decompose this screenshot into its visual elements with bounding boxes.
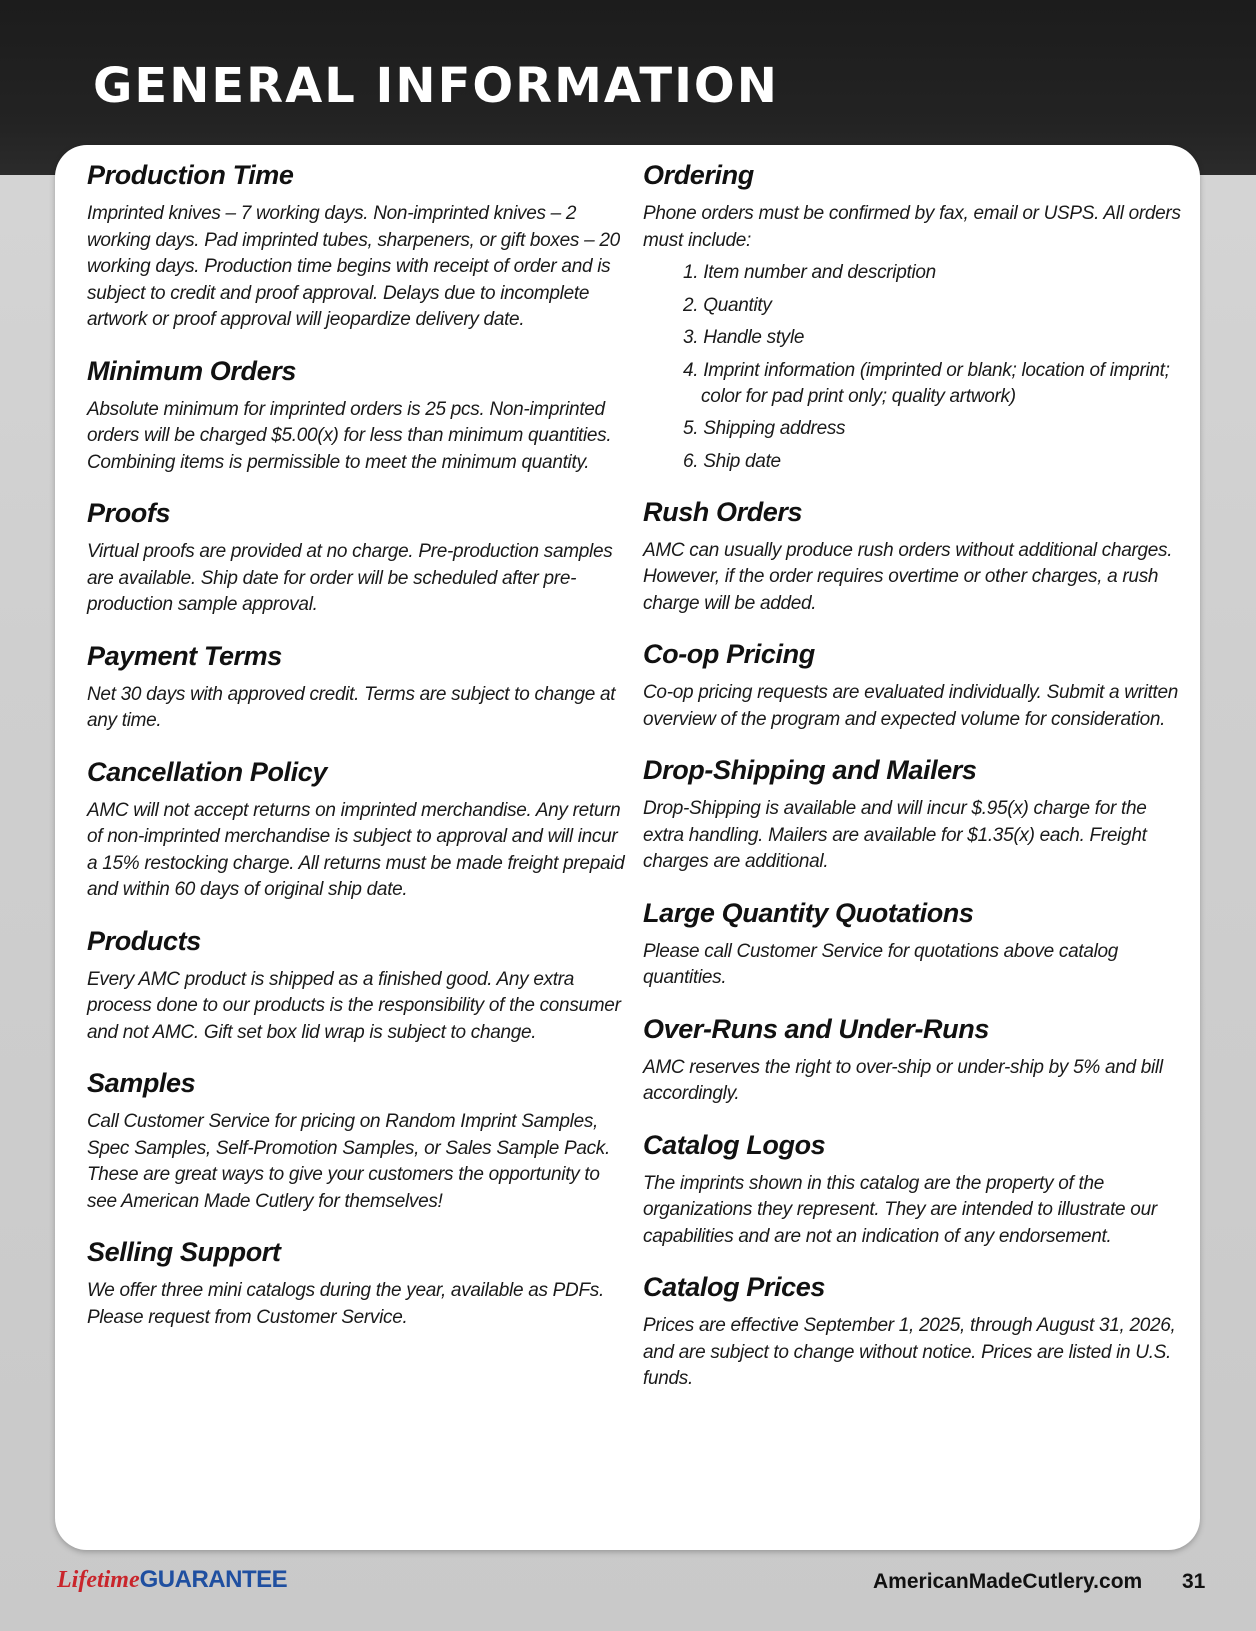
section-large-quantity: [643, 898, 1183, 992]
section-heading: Products: [87, 925, 201, 956]
section-minimum-orders: [87, 356, 632, 477]
section-drop-shipping: [643, 755, 1183, 876]
brand-lifetime-text: Lifetime: [57, 1567, 140, 1593]
section-catalog-logos: [643, 1130, 1183, 1251]
section-ordering: [643, 160, 1183, 475]
section-payment-terms: [87, 641, 632, 735]
left-column: [87, 160, 632, 1353]
section-catalog-prices: [643, 1272, 1183, 1393]
section-text: AMC will not accept returns on imprinted merchandise. Any return of non-imprinted merchandise is subject to approval and will incur a 15% restocking charge. All returns must be made freight prepaid and within 60 days of original ship date.: [87, 799, 625, 901]
order-requirements-list: [643, 260, 1183, 475]
page-title: GENERAL INFORMATION: [93, 58, 779, 114]
section-text: The imprints shown in this catalog are the property of the organizations they represent. They are intended to illustrate our capabilities and are not an indication of any endorsement.: [643, 1172, 1157, 1247]
section-cancellation-policy: [87, 757, 632, 904]
section-text: Please call Customer Service for quotations above catalog quantities.: [643, 940, 1119, 989]
list-item: 1. Item number and description: [683, 262, 936, 284]
section-heading: Samples: [87, 1068, 196, 1099]
section-coop-pricing: [643, 639, 1183, 733]
section-text: Absolute minimum for imprinted orders is 25 pcs. Non-imprinted orders will be charged $5.00(x) for less than minimum quantities. Combining items is permissible to meet the minimum quantity.: [87, 398, 612, 473]
section-heading: Minimum Orders: [87, 355, 296, 386]
section-heading: Rush Orders: [643, 496, 803, 527]
section-heading: Production Time: [87, 160, 294, 190]
section-heading: Large Quantity Quotations: [643, 897, 974, 928]
section-heading: Proofs: [87, 498, 171, 529]
section-heading: Catalog Prices: [643, 1272, 825, 1303]
list-item: 2. Quantity: [683, 294, 772, 316]
section-heading: Ordering: [643, 160, 754, 190]
section-text: Virtual proofs are provided at no charge. Pre-production samples are available. Ship date for order will be scheduled after pre-production sample approval.: [87, 541, 613, 616]
section-text: Phone orders must be confirmed by fax, email or USPS. All orders must include:: [643, 203, 1181, 251]
section-rush-orders: [643, 497, 1183, 618]
right-column: [643, 160, 1183, 1415]
page-number: 31: [1182, 1570, 1206, 1593]
section-text: AMC can usually produce rush orders without additional charges. However, if the order requires overtime or other charges, a rush charge will be added.: [643, 539, 1173, 614]
list-item: 4. Imprint information (imprinted or blank; location of imprint; color for pad print only; quality artwork): [683, 359, 1170, 407]
section-heading: Catalog Logos: [643, 1129, 826, 1160]
brand-guarantee-text: GUARANTEE: [139, 1566, 288, 1593]
section-heading: Cancellation Policy: [87, 756, 327, 787]
section-products: [87, 926, 632, 1047]
section-text: AMC reserves the right to over-ship or under-ship by 5% and bill accordingly.: [643, 1056, 1163, 1105]
section-text: Net 30 days with approved credit. Terms are subject to change at any time.: [87, 683, 616, 732]
list-item: 3. Handle style: [683, 327, 805, 349]
list-item: 6. Ship date: [683, 450, 781, 472]
lifetime-guarantee-logo: [57, 1568, 287, 1592]
section-over-under-runs: [643, 1014, 1183, 1108]
section-heading: Over-Runs and Under-Runs: [643, 1013, 989, 1044]
section-heading: Payment Terms: [87, 640, 282, 671]
section-heading: Selling Support: [87, 1237, 281, 1268]
section-production-time: [87, 160, 632, 334]
section-text: We offer three mini catalogs during the year, available as PDFs. Please request from Customer Service.: [87, 1280, 604, 1328]
section-text: Prices are effective September 1, 2025, through August 31, 2026, and are subject to change without notice. Prices are listed in U.S. funds.: [643, 1315, 1176, 1390]
section-text: Every AMC product is shipped as a finished good. Any extra process done to our products is the responsibility of the consumer and not AMC. Gift set box lid wrap is subject to change.: [87, 968, 621, 1043]
section-samples: [87, 1068, 632, 1215]
list-item: 5. Shipping address: [683, 418, 846, 440]
section-heading: Co-op Pricing: [643, 639, 815, 670]
section-text: Imprinted knives – 7 working days. Non-imprinted knives – 2 working days. Pad imprinted tubes, sharpeners, or gift boxes – 20 working days. Production time begins with receipt of order and is subject to credit and proof approval. Delays due to incomplete artwork or proof approval will jeopardize delivery date.: [87, 203, 620, 331]
section-text: Drop-Shipping is available and will incur $.95(x) charge for the extra handling. Mailers are available for $1.35(x) each. Freight charges are additional.: [643, 798, 1147, 873]
section-text: Co-op pricing requests are evaluated individually. Submit a written overview of the program and expected volume for consideration.: [643, 682, 1179, 730]
section-heading: Drop-Shipping and Mailers: [643, 755, 977, 786]
section-proofs: [87, 498, 632, 619]
website-url: AmericanMadeCutlery.com: [873, 1570, 1143, 1593]
section-selling-support: [87, 1237, 632, 1331]
section-text: Call Customer Service for pricing on Random Imprint Samples, Spec Samples, Self-Promotion Samples, or Sales Sample Pack. These are great ways to give your customers the opportunity to see American Made Cutlery for themselves!: [87, 1111, 610, 1212]
